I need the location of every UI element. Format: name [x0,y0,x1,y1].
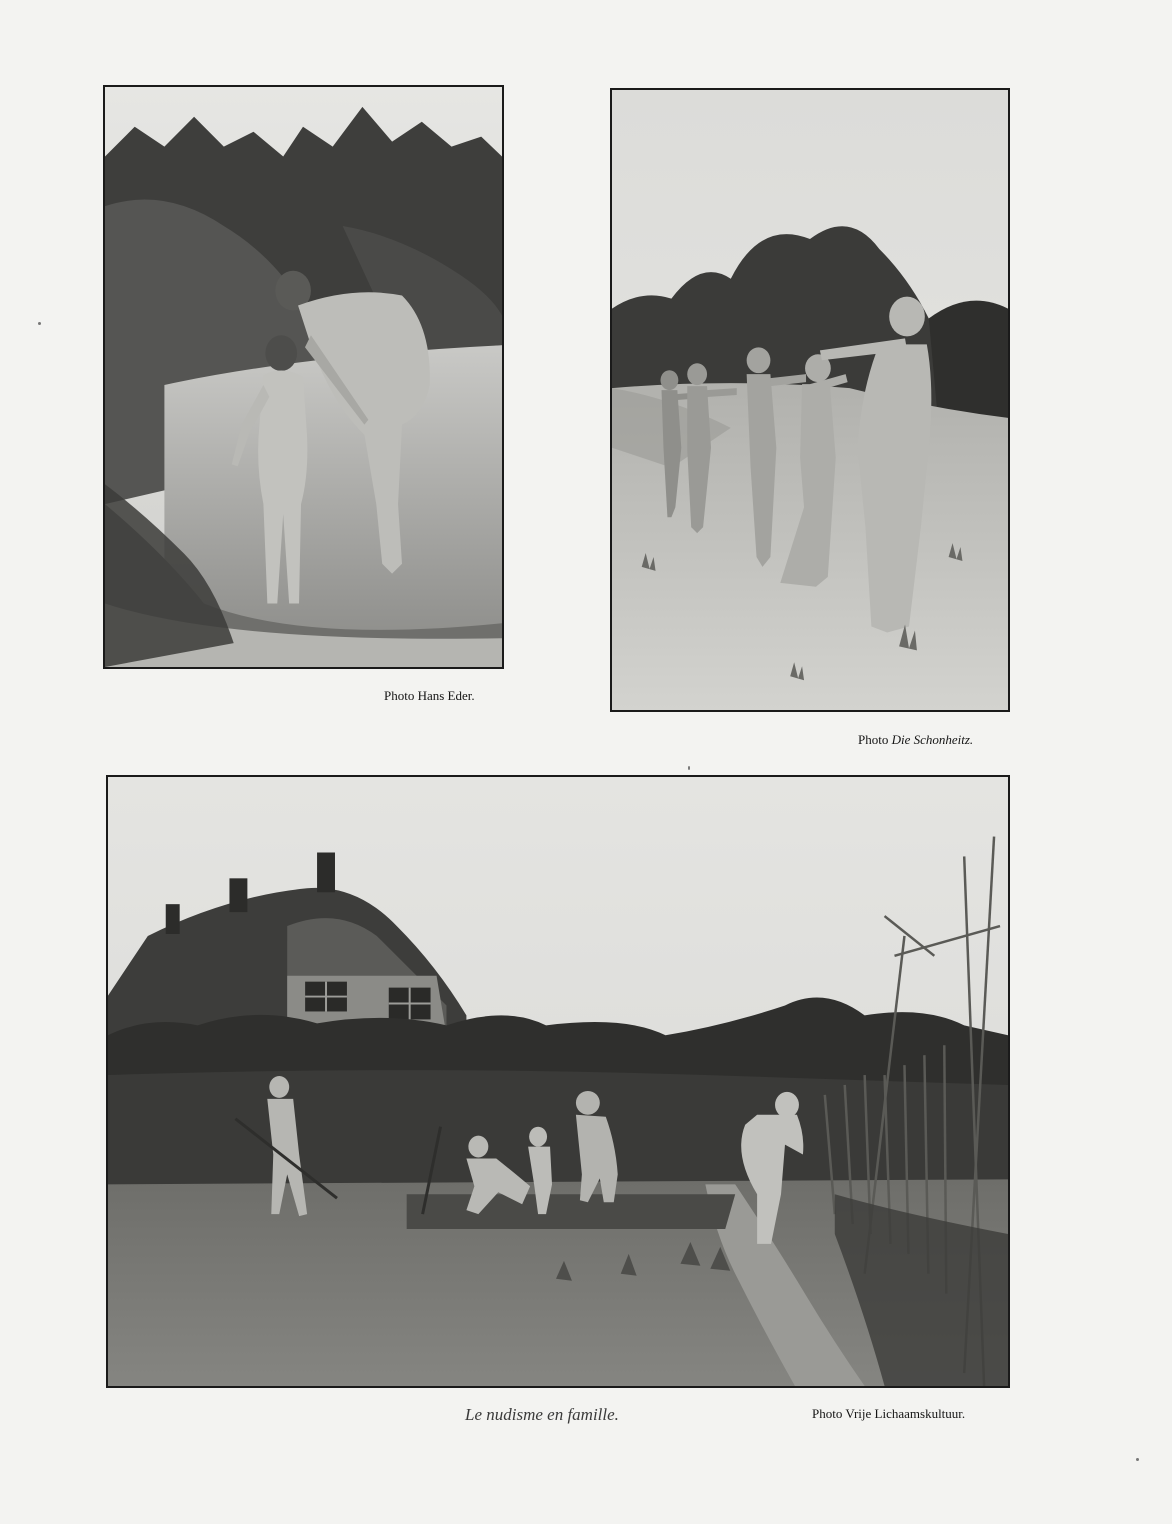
paper-speck [688,766,690,770]
photo-credit-prefix: Photo [812,1406,843,1421]
paper-speck [1136,1458,1139,1461]
photo-woman-child-at-pond-image [105,87,502,667]
photo-credit-prefix: Photo [858,732,889,747]
photo-group-exercising [610,88,1010,712]
photo-family-gardening-image [108,777,1008,1386]
photo-family-gardening [106,775,1010,1388]
photo-credit-die-schonheitz [858,732,973,748]
main-caption: Le nudisme en famille. [465,1405,619,1424]
photo-credit-vrije-lichaamskultuur [812,1406,965,1422]
photo-credit-name: Vrije Lichaamskultuur. [845,1406,966,1421]
photo-woman-child-at-pond [103,85,504,669]
photo-group-exercising-image [612,90,1008,710]
photo-credit-hans-eder [384,688,475,704]
paper-speck [38,322,41,325]
photo-credit-name: Die Schonheitz. [891,732,974,747]
photo-credit-prefix: Photo [384,688,415,703]
photo-credit-name: Hans Eder. [417,688,475,703]
